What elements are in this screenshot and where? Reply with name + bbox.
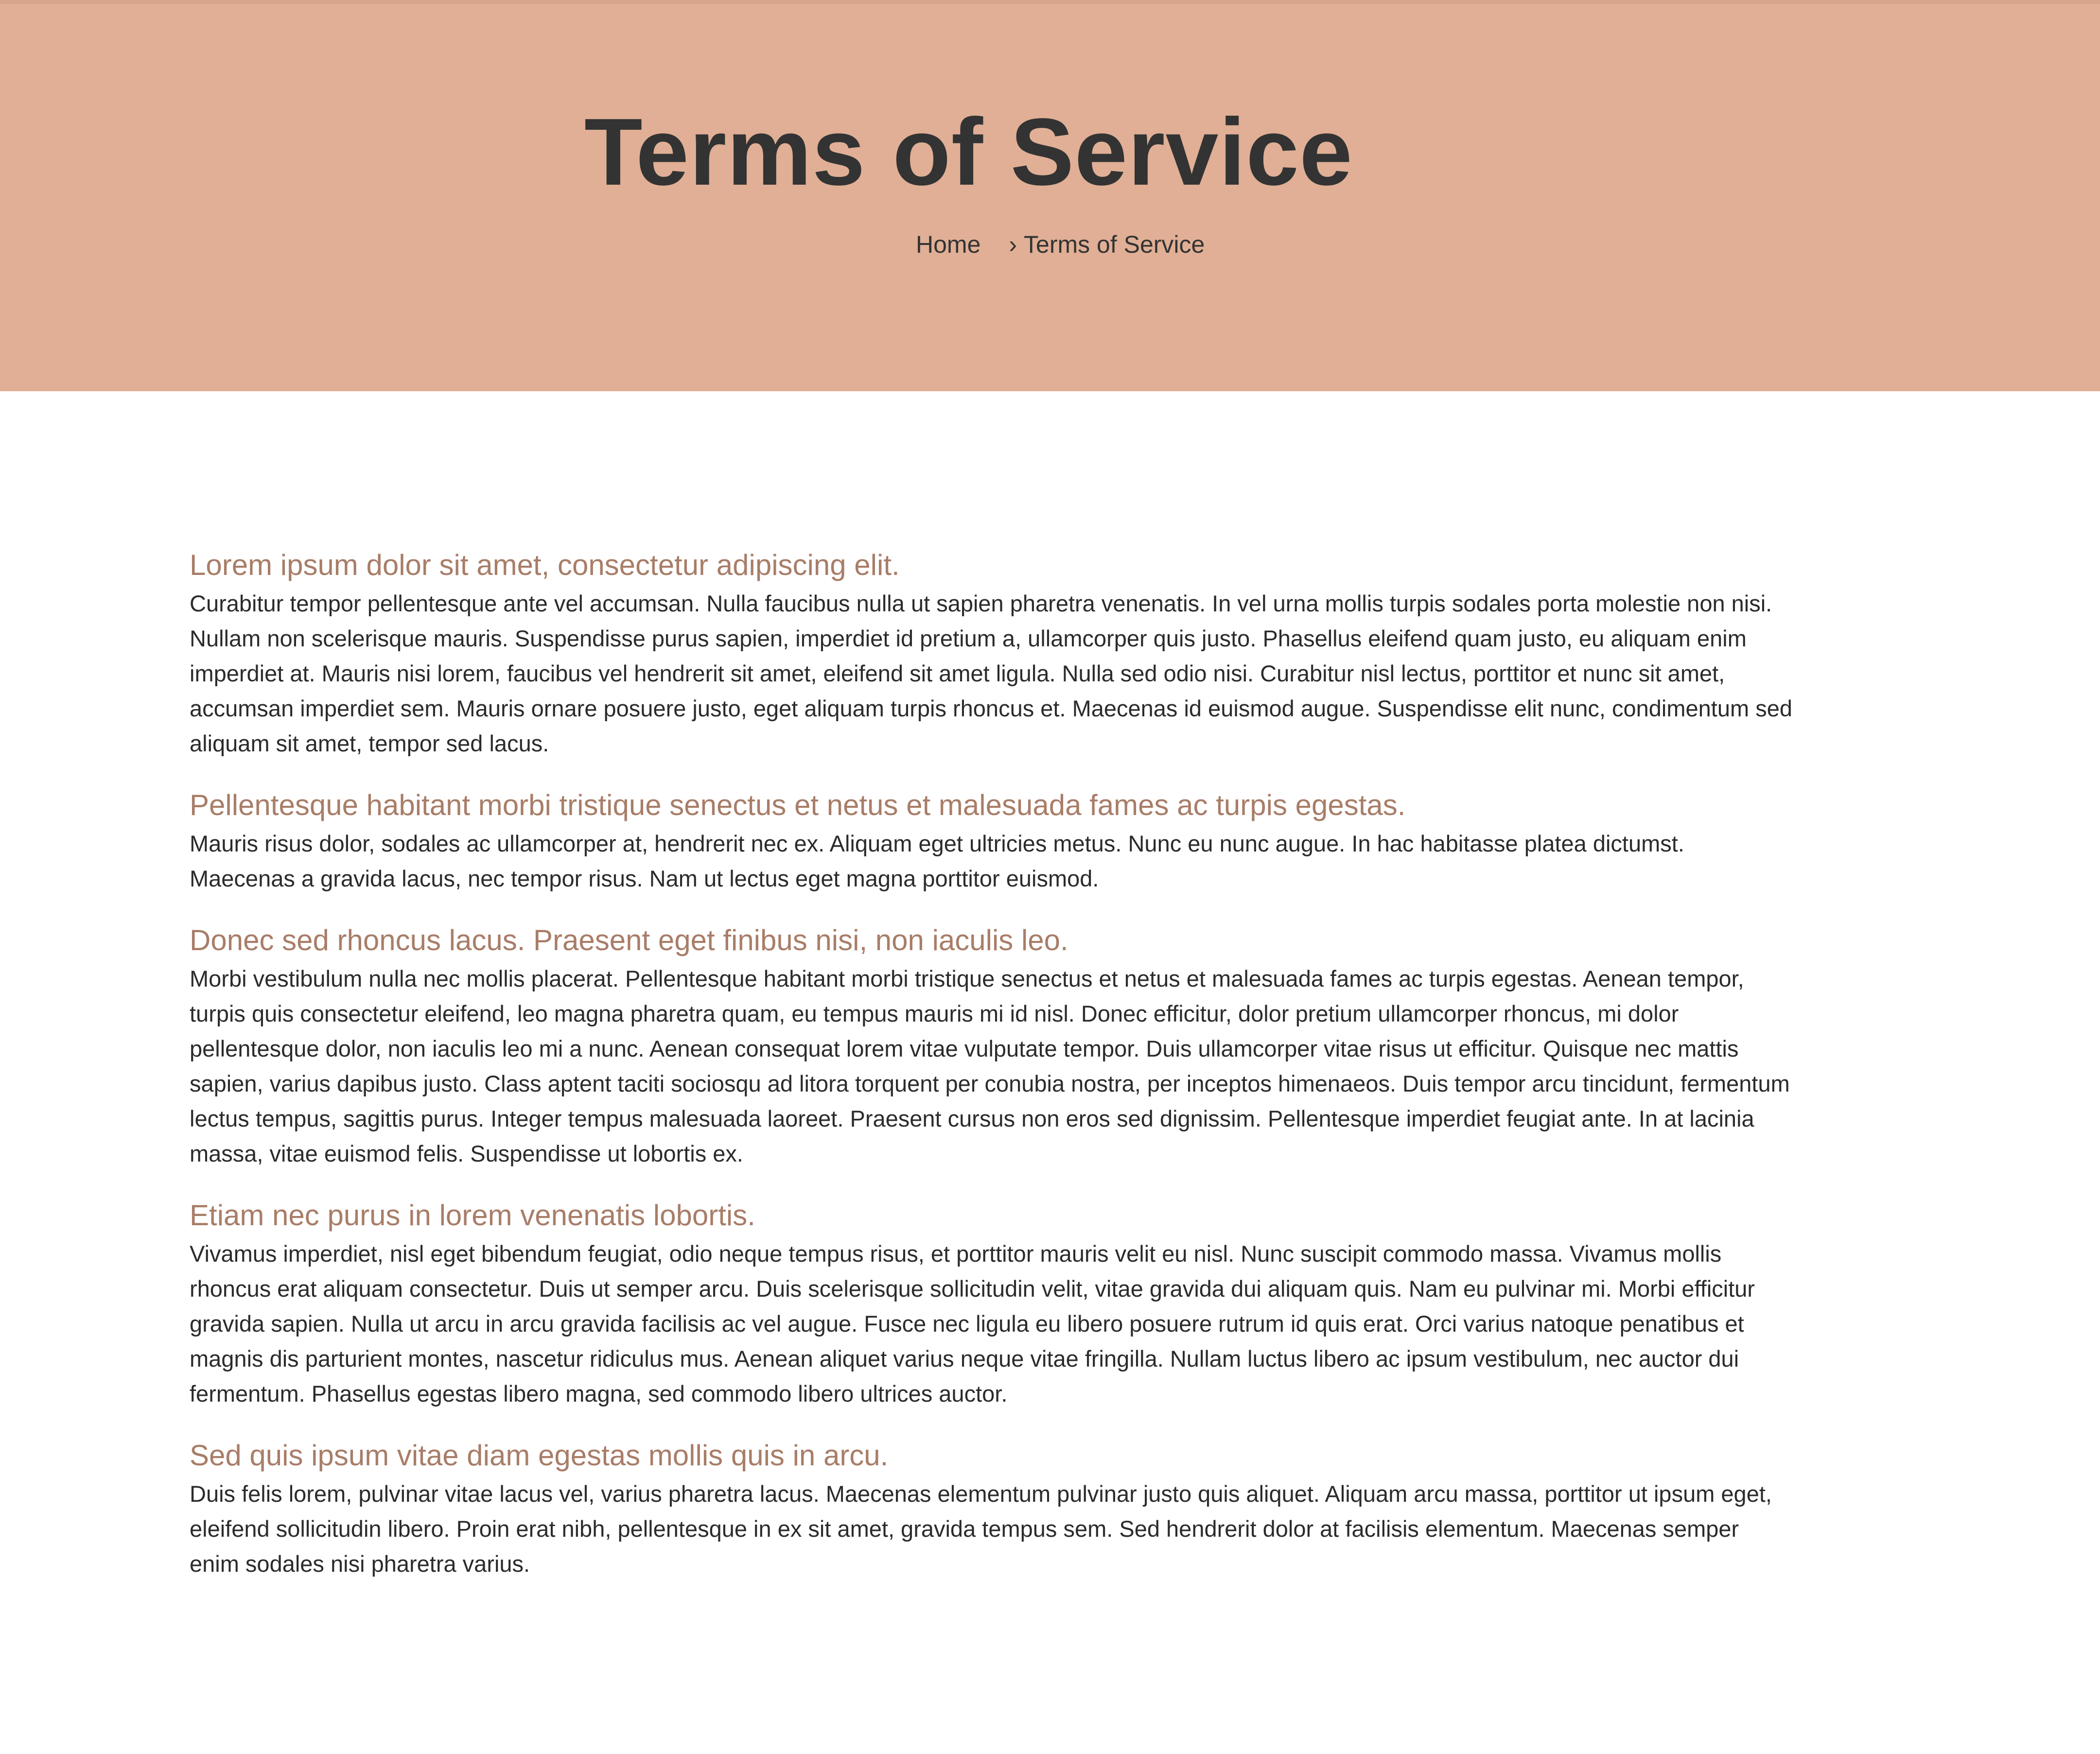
section-heading: Donec sed rhoncus lacus. Praesent eget finibus nisi, non iaculis leo. bbox=[190, 924, 1068, 956]
section-heading: Lorem ipsum dolor sit amet, consectetur adipiscing elit. bbox=[190, 549, 900, 581]
section-heading: Pellentesque habitant morbi tristique senectus et netus et malesuada fames ac turpis egestas. bbox=[190, 789, 1406, 821]
terms-section bbox=[190, 544, 1794, 761]
breadcrumb-home-link[interactable]: Home bbox=[916, 231, 981, 258]
section-body: Curabitur tempor pellentesque ante vel accumsan. Nulla faucibus nulla ut sapien pharetra venenatis. In vel urna mollis turpis sodales porta molestie non nisi. Nullam non scelerisque mauris. Suspendisse purus sapien, imperdiet id pretium a, ullamcorper quis justo. Phasellus eleifend quam justo, eu aliquam enim imperdiet at. Mauris nisi lorem, faucibus vel hendrerit sit amet, eleifend sit amet ligula. Nulla sed odio nisi. Curabitur nisl lectus, porttitor et nunc sit amet, accumsan imperdiet sem. Mauris ornare posuere justo, eget aliquam turpis rhoncus et. Maecenas id euismod augue. Suspendisse elit nunc, condimentum sed aliquam sit amet, tempor sed lacus. bbox=[190, 590, 1792, 756]
page-hero bbox=[0, 0, 2100, 391]
section-body: Vivamus imperdiet, nisl eget bibendum feugiat, odio neque tempus risus, et porttitor mauris velit eu nisl. Nunc suscipit commodo massa. Vivamus mollis rhoncus erat aliquam consectetur. Duis ut semper arcu. Duis scelerisque sollicitudin velit, vitae gravida dui aliquam quis. Nam eu pulvinar mi. Morbi efficitur gravida sapien. Nulla ut arcu in arcu gravida facilisis ac vel augue. Fusce nec ligula eu libero posuere rutrum id quis erat. Orci varius natoque penatibus et magnis dis parturient montes, nascetur ridiculus mus. Aenean aliquet varius neque vitae fringilla. Nullam luctus libero ac ipsum vestibulum, nec auctor dui fermentum. Phasellus egestas libero magna, sed commodo libero ultrices auctor. bbox=[190, 1241, 1755, 1407]
terms-section bbox=[190, 920, 1794, 1171]
terms-content bbox=[190, 544, 1794, 1605]
terms-section bbox=[190, 1435, 1794, 1581]
section-body: Mauris risus dolor, sodales ac ullamcorper at, hendrerit nec ex. Aliquam eget ultricies metus. Nunc eu nunc augue. In hac habitasse platea dictumst. Maecenas a gravida lacus, nec tempor risus. Nam ut lectus eget magna porttitor euismod. bbox=[190, 831, 1684, 891]
terms-section bbox=[190, 784, 1794, 896]
section-heading: Etiam nec purus in lorem venenatis lobortis. bbox=[190, 1199, 755, 1232]
terms-section bbox=[190, 1195, 1794, 1411]
breadcrumb-current: Terms of Service bbox=[1024, 231, 1205, 258]
breadcrumb-separator-icon: › bbox=[1009, 231, 1017, 258]
page-title: Terms of Service bbox=[584, 99, 1353, 205]
section-heading: Sed quis ipsum vitae diam egestas mollis quis in arcu. bbox=[190, 1439, 889, 1472]
section-body: Duis felis lorem, pulvinar vitae lacus vel, varius pharetra lacus. Maecenas elementum pulvinar justo quis aliquet. Aliquam arcu massa, porttitor ut ipsum eget, eleifend sollicitudin libero. Proin erat nibh, pellentesque in ex sit amet, gravida tempus sem. Sed hendrerit dolor at facilisis elementum. Maecenas semper enim sodales nisi pharetra varius. bbox=[190, 1481, 1772, 1577]
breadcrumb bbox=[916, 225, 1205, 264]
section-body: Morbi vestibulum nulla nec mollis placerat. Pellentesque habitant morbi tristique senectus et netus et malesuada fames ac turpis egestas. Aenean tempor, turpis quis consectetur eleifend, leo magna pharetra quam, eu tempus mauris mi id nisl. Donec efficitur, dolor pretium ullamcorper rhoncus, mi dolor pellentesque dolor, non iaculis leo mi a nunc. Aenean consequat lorem vitae vulputate tempor. Duis ullamcorper vitae risus ut efficitur. Quisque nec mattis sapien, varius dapibus justo. Class aptent taciti sociosqu ad litora torquent per conubia nostra, per inceptos himenaeos. Duis tempor arcu tincidunt, fermentum lectus tempus, sagittis purus. Integer tempus malesuada laoreet. Praesent cursus non eros sed dignissim. Pellentesque imperdiet feugiat ante. In at lacinia massa, vitae euismod felis. Suspendisse ut lobortis ex. bbox=[190, 966, 1790, 1166]
